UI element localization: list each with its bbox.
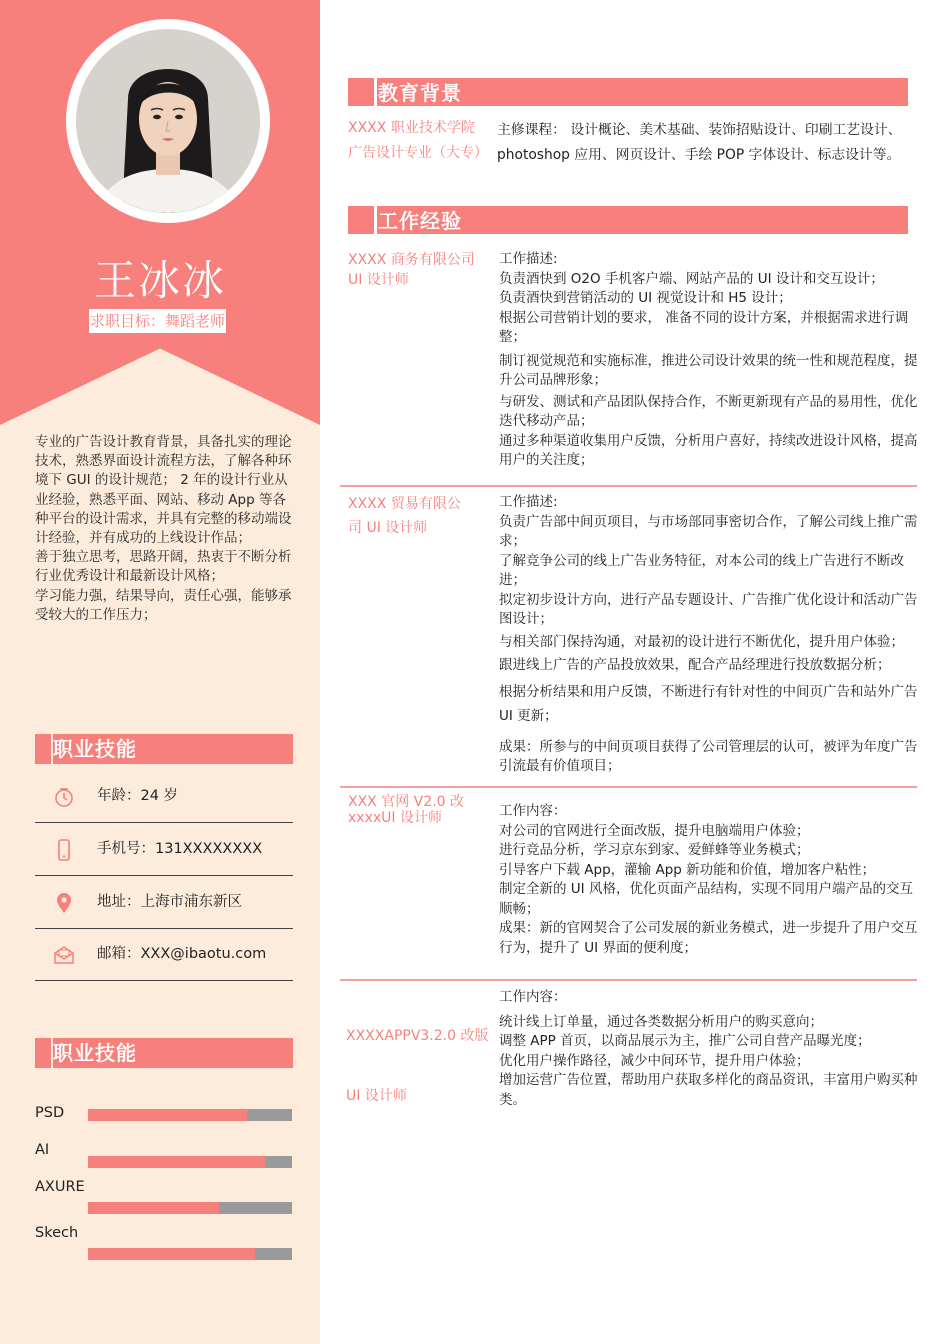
skill-bar [88,1202,292,1214]
company-name: XXXX 贸易有限公 [348,496,461,512]
school-name: XXXX 职业技术学院 [348,120,475,136]
section-title: 教育背景 [378,81,462,105]
major-name: 广告设计专业（大专） [348,145,488,161]
company-name: XXXX 商务有限公司 [348,252,475,268]
skill-fill [88,1109,247,1121]
skill-bar [88,1156,292,1168]
skill-fill [88,1248,255,1260]
desc-line: 工作描述: [499,251,558,267]
phone-icon [53,839,75,861]
objective-value: 舞蹈老师 [165,312,226,330]
location-icon [53,892,75,914]
courses-line: 主修课程： 设计概论、美术基础、装饰招贴设计、印刷工艺设计、 [497,122,902,138]
experience-section-header [348,206,908,234]
desc-line: 成果：新的官网契合了公司发展的新业务模式，进一步提升了用户交互行为，提升了 UI 界面的便利度； [499,920,918,956]
info-row-address [35,876,293,929]
info-label: 地址： [97,894,141,910]
summary-paragraph: 专业的广告设计教育背景，具备扎实的理论技术，熟悉界面设计流程方法，了解各种环境下 GUI 的设计规范； 2 年的设计行业从业经验，熟悉平面、网站、移动 App 等各种平台的设计需求，并具有完整的移动端设计经验，并有成功的上线设计作品； [35,434,292,547]
desc-line: 负责酒快到营销活动的 UI 视觉设计和 H5 设计； [499,290,792,306]
job-description [499,988,919,1110]
section-title: 职业技能 [53,737,137,761]
job-description [499,493,919,777]
self-summary [35,433,297,625]
person-name: 王冰冰 [93,256,226,305]
skill-bar [88,1248,292,1260]
desc-line: 负责酒快到 O2O 手机客户端、网站产品的 UI 设计和交互设计； [499,270,884,287]
section-divider [340,485,917,487]
desc-line: 调整 APP 首页，以商品展示为主，推广公司自营产品曝光度； [499,1033,871,1049]
info-section-header [35,734,293,764]
section-title: 职业技能 [53,1041,137,1065]
skill-bar [88,1109,292,1121]
desc-line: 通过多种渠道收集用户反馈，分析用户喜好，持续改进设计风格，提高用户的关注度； [499,432,918,468]
education-section-header [348,78,908,106]
desc-line: 与研发、测试和产品团队保持合作，不断更新现有产品的易用性，优化迭代移动产品； [499,393,918,429]
portrait-image [76,29,260,213]
info-label: 邮箱： [97,946,141,962]
desc-line: 对公司的官网进行全面改版，提升电脑端用户体验； [499,822,810,839]
skill-label: AI [35,1142,50,1158]
job-title: UI 设计师 [346,1088,407,1104]
clock-icon [53,786,75,808]
desc-line: 成果：所参与的中间页项目获得了公司管理层的认可，被评为年度广告引流最有价值项目； [499,738,918,774]
summary-paragraph: 学习能力强，结果导向，责任心强，能够承受较大的工作压力； [35,587,292,623]
section-divider [340,979,917,981]
objective-label: 求职目标： [90,312,166,330]
desc-line: 优化用户操作路径，减少中间环节，提升用户体验； [499,1052,810,1069]
mail-icon [53,944,75,966]
education-courses [497,118,917,168]
job-org [348,492,461,540]
desc-line: 统计线上订单量，通过各类数据分析用户的购买意向； [499,1013,823,1030]
job-title: 司 UI 设计师 [348,520,428,536]
job-description [499,250,919,471]
job-title: xxxxUI 设计师 [348,810,442,826]
desc-line: 工作描述: [499,494,558,510]
desc-line: 拟定初步设计方向，进行产品专题设计、广告推广优化设计和活动广告图设计； [499,591,918,627]
left-sidebar [0,0,320,1344]
job-org [346,986,488,1126]
job-org [348,250,475,290]
courses-line: photoshop 应用、网页设计、手绘 POP 字体设计、标志设计等。 [497,147,901,163]
education-school [348,118,488,163]
company-name: XXX 官网 V2.0 改 [348,794,464,810]
info-row-age [35,770,293,823]
desc-line: 了解竞争公司的线上广告业务特征，对本公司的线上广告进行不断改进； [499,552,904,588]
info-value: 上海市浦东新区 [140,894,242,910]
info-row-email [35,928,293,981]
skill-label: AXURE [35,1179,85,1195]
info-row-phone [35,823,293,876]
summary-paragraph: 善于独立思考，思路开阔，热衷于不断分析行业优秀设计和最新设计风格； [35,549,292,585]
desc-line: 进行竞品分析，学习京东到家、爱鲜蜂等业务模式； [499,842,810,858]
desc-line: 与相关部门保持沟通，对最初的设计进行不断优化，提升用户体验； [499,633,904,650]
info-value: XXX@ibaotu.com [140,946,267,962]
job-title: UI 设计师 [348,272,409,288]
job-org [348,794,464,826]
skill-label: Skech [35,1225,79,1241]
section-title: 工作经验 [378,209,462,233]
desc-line: 引导客户下载 App，灌输 App 新功能和价值，增加客户粘性； [499,861,876,878]
avatar [76,29,260,213]
desc-line: 工作内容： [499,989,567,1005]
info-value: 131XXXXXXXX [155,841,263,857]
desc-line: 根据公司营销计划的要求， 准备不同的设计方案，并根据需求进行调整； [499,309,909,345]
skills-section-header [35,1038,293,1068]
desc-line: 增加运营广告位置，帮助用户获取多样化的商品资讯，丰富用户购买种类。 [499,1072,918,1108]
desc-line: 跟进线上广告的产品投放效果，配合产品经理进行投放数据分析； [499,657,891,673]
info-value: 24 岁 [140,788,179,804]
skill-fill [88,1156,265,1168]
desc-line: 制订视觉规范和实施标准，推进公司设计效果的统一性和规范程度，提升公司品牌形象； [499,352,918,388]
desc-line: 根据分析结果和用户反馈，不断进行有针对性的中间页广告和站外广告 UI 更新； [499,683,918,724]
job-description [499,802,919,958]
job-objective [89,309,226,333]
desc-line: 制定全新的 UI 风格，优化页面产品结构，实现不同用户端产品的交互顺畅； [499,881,913,917]
info-label: 手机号： [97,841,155,857]
skill-label: PSD [35,1105,65,1121]
desc-line: 负责广告部中间页项目，与市场部同事密切合作，了解公司线上推广需求； [499,513,918,549]
section-divider [340,786,917,788]
info-label: 年龄： [97,788,141,804]
skill-fill [88,1202,219,1214]
desc-line: 工作内容： [499,803,567,819]
company-name: XXXXAPPV3.2.0 改版 [346,1028,489,1044]
